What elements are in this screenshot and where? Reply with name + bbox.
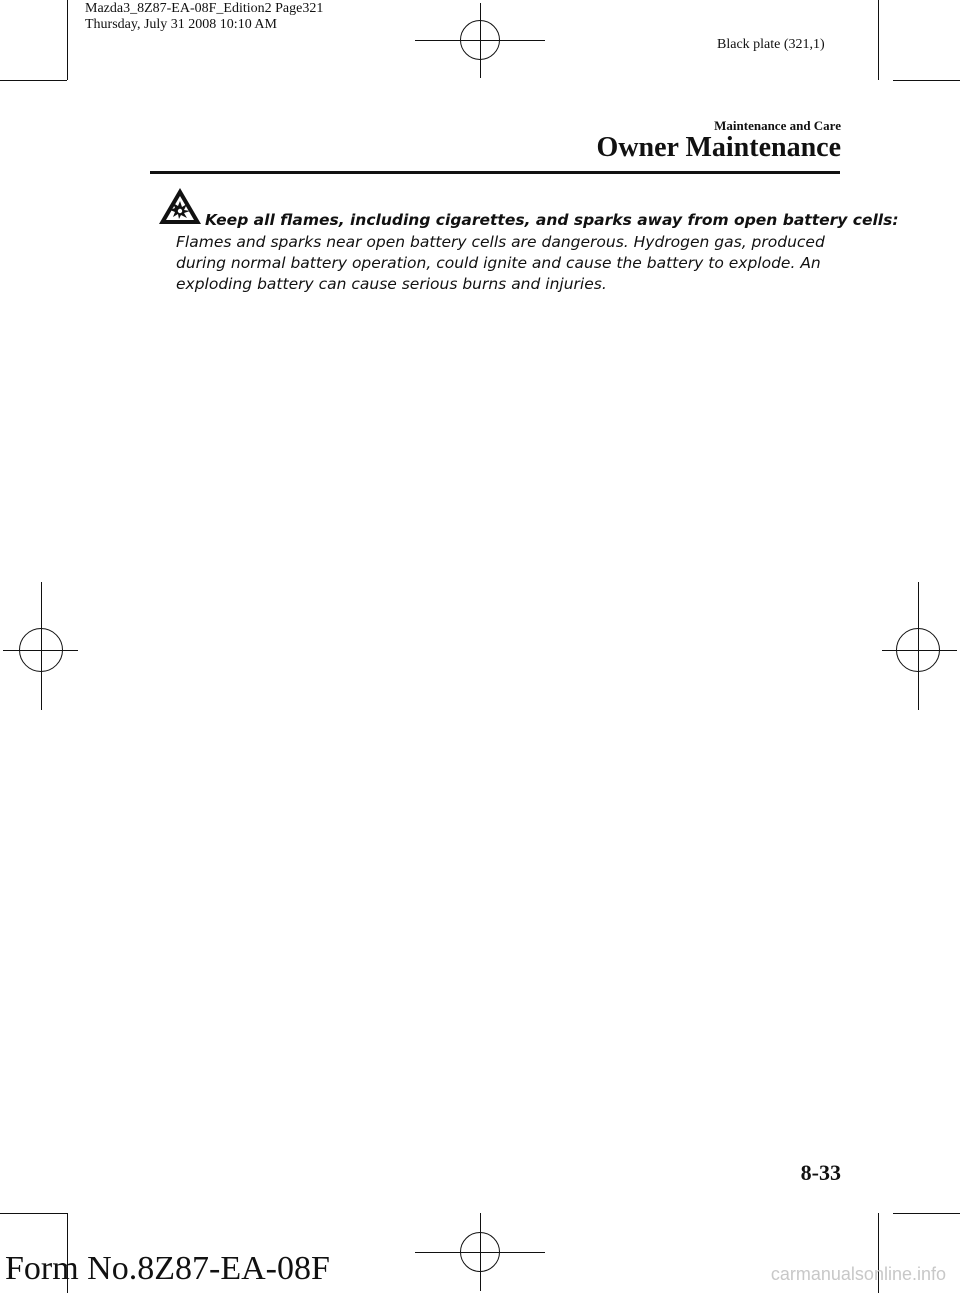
print-file-line: Mazda3_8Z87-EA-08F_Edition2 Page321 [85,1,324,16]
page-title: Owner Maintenance [596,132,841,163]
watermark: carmanualsonline.info [770,1264,946,1284]
page-number: 8-33 [800,1160,841,1185]
form-number: Form No.8Z87-EA-08F [5,1250,330,1287]
print-date-line: Thursday, July 31 2008 10:10 AM [85,17,277,32]
explosion-warning-icon [157,186,203,226]
warning-heading: Keep all flames, including cigarettes, and sparks away from open battery cells: [205,211,899,229]
warning-body: Flames and sparks near open battery cells are dangerous. Hydrogen gas, produced during normal battery operation, could ignite and cause the battery to explode. An exploding battery can cause serious burns and injuries. [176,233,825,293]
plate-label: Black plate (321,1) [717,37,825,52]
title-rule [150,171,840,174]
section-label: Maintenance and Care [714,118,841,133]
